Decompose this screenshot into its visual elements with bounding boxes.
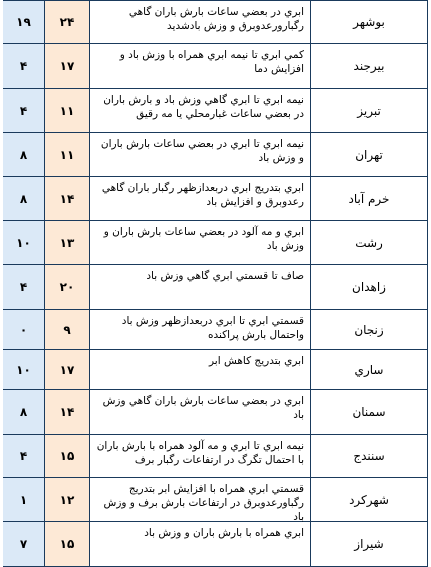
- city-name: سمنان: [311, 390, 428, 434]
- min-temp-cell: ۱۰: [3, 350, 45, 389]
- min-temp-cell: ۴: [3, 435, 45, 477]
- city-name: شهركرد: [311, 478, 428, 521]
- forecast-description: صاف تا قسمتي ابري گاهي وزش باد: [90, 265, 311, 309]
- table-row: [3, 350, 428, 390]
- city-name: رشت: [311, 221, 428, 264]
- table-row: [3, 44, 428, 89]
- max-temp-cell: ۱۷: [45, 350, 90, 389]
- forecast-description: ابري بتدريج كاهش ابر: [90, 350, 311, 389]
- table-row: [3, 133, 428, 177]
- min-temp-cell: ۰: [3, 310, 45, 349]
- max-temp-cell: ۱۱: [45, 133, 90, 176]
- table-row: [3, 89, 428, 133]
- max-temp-cell: ۲۴: [45, 1, 90, 43]
- max-temp-cell: ۱۵: [45, 522, 90, 566]
- city-name: بوشهر: [311, 1, 428, 43]
- table-row: [3, 435, 428, 478]
- min-temp-cell: ۴: [3, 265, 45, 309]
- table-row: [3, 390, 428, 435]
- max-temp-cell: ۱۴: [45, 177, 90, 220]
- forecast-description: ابري و مه آلود در بعضي ساعات بارش باران و وزش باد: [90, 221, 311, 264]
- min-temp-cell: ۴: [3, 89, 45, 132]
- table-row: [3, 522, 428, 567]
- city-name: سنندج: [311, 435, 428, 477]
- max-temp-cell: ۱۱: [45, 89, 90, 132]
- forecast-description: نيمه ابري تا ابري در بعضي ساعات بارش باران و وزش باد: [90, 133, 311, 176]
- forecast-description: ابري همراه با بارش باران و وزش باد: [90, 522, 311, 566]
- city-name: زاهدان: [311, 265, 428, 309]
- city-name: خرم آباد: [311, 177, 428, 220]
- city-name: تهران: [311, 133, 428, 176]
- max-temp-cell: ۹: [45, 310, 90, 349]
- forecast-description: ابري بتدريج ابري دربعدازظهر رگبار باران گاهي رعدوبرق و افزايش باد: [90, 177, 311, 220]
- table-row: [3, 177, 428, 221]
- table-row: [3, 310, 428, 350]
- forecast-description: قسمتي ابري تا ابري دربعدازظهر وزش باد واحتمال بارش پراكنده: [90, 310, 311, 349]
- max-temp-cell: ۱۷: [45, 44, 90, 88]
- table-row: [3, 265, 428, 310]
- city-name: ساري: [311, 350, 428, 389]
- city-name: زنجان: [311, 310, 428, 349]
- max-temp-cell: ۲۰: [45, 265, 90, 309]
- min-temp-cell: ۱۰: [3, 221, 45, 264]
- min-temp-cell: ۱: [3, 478, 45, 521]
- forecast-description: قسمتي ابري همراه با افزايش ابر بتدريج رگباورعدوبرق در ارتفاعات بارش برف و وزش باد: [90, 478, 311, 521]
- table-row: [3, 221, 428, 265]
- forecast-description: نيمه ابري تا ابري گاهي وزش باد و بارش باران در بعضي ساعات غبارمحلي يا مه رقيق: [90, 89, 311, 132]
- city-name: تبريز: [311, 89, 428, 132]
- min-temp-cell: ۷: [3, 522, 45, 566]
- min-temp-cell: ۴: [3, 44, 45, 88]
- forecast-description: ابري در بعضي ساعات بارش باران گاهي وزش باد: [90, 390, 311, 434]
- min-temp-cell: ۸: [3, 133, 45, 176]
- forecast-description: نيمه ابري تا ابري و مه آلود همراه با بارش باران با احتمال تگرگ در ارتفاعات رگبار برف: [90, 435, 311, 477]
- min-temp-cell: ۸: [3, 390, 45, 434]
- forecast-description: کمي ابري تا نيمه ابري همراه با وزش باد و افزايش دما: [90, 44, 311, 88]
- max-temp-cell: ۱۲: [45, 478, 90, 521]
- max-temp-cell: ۱۴: [45, 390, 90, 434]
- min-temp-cell: ۱۹: [3, 1, 45, 43]
- forecast-table: [3, 0, 428, 567]
- min-temp-cell: ۸: [3, 177, 45, 220]
- forecast-description: ابري در بعضي ساعات بارش باران گاهي رگبارورعدوبرق و وزش بادشديد: [90, 1, 311, 43]
- table-row: [3, 478, 428, 522]
- table-row: [3, 0, 428, 44]
- max-temp-cell: ۱۵: [45, 435, 90, 477]
- city-name: شيراز: [311, 522, 428, 566]
- city-name: بيرجند: [311, 44, 428, 88]
- max-temp-cell: ۱۳: [45, 221, 90, 264]
